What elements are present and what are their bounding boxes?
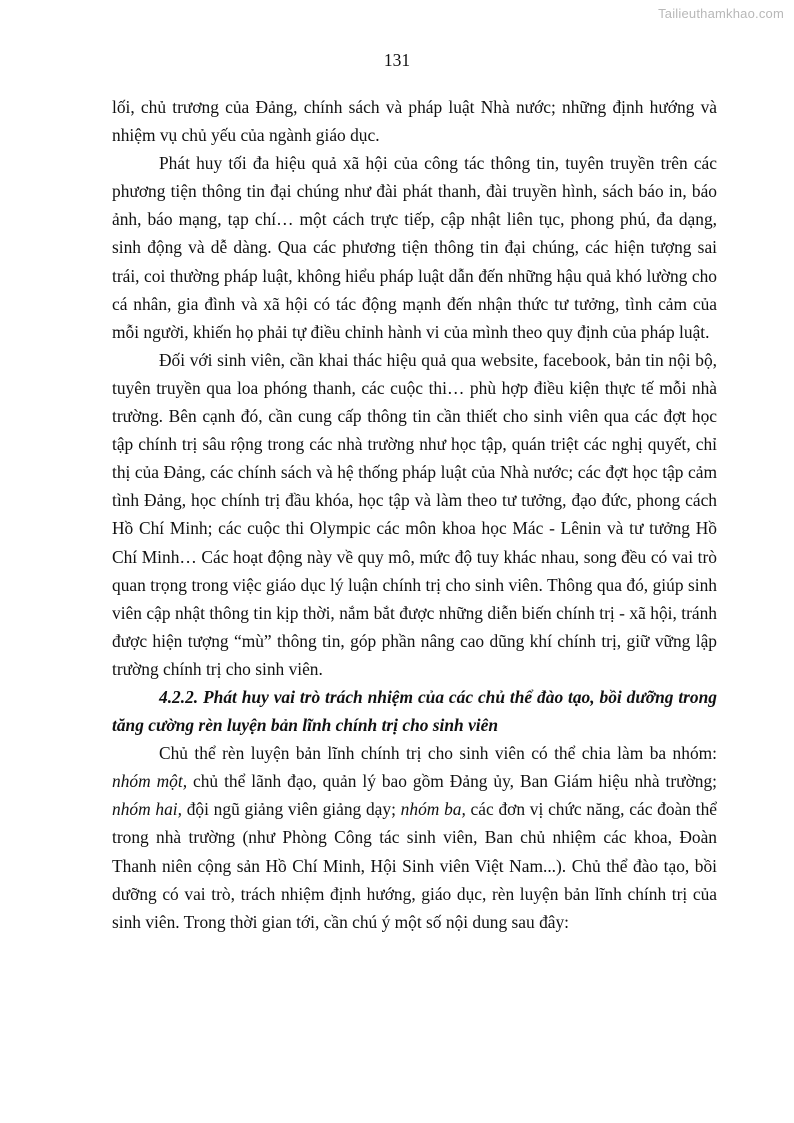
watermark: Tailieuthamkhao.com bbox=[658, 6, 784, 21]
paragraph-continued: lối, chủ trương của Đảng, chính sách và pháp luật Nhà nước; những định hướng và nhiệm vụ chủ yếu của ngành giáo dục. bbox=[112, 97, 717, 146]
text-run: các đơn vị chức năng, các đoàn thể trong nhà trường (như Phòng Công tác sinh viên, Ban chủ nhiệm các khoa, Đoàn Thanh niên cộng sản Hồ Chí Minh, Hội Sinh viên Việt Nam...). Chủ thể đào tạo, bồi dưỡng có vai trò, trách nhiệm định hướng, giáo dục, rèn luyện bản lĩnh chính trị của sinh viên. Trong thời gian tới, cần chú ý một số nội dung sau đây: bbox=[112, 799, 717, 932]
paragraph-media-propaganda: Phát huy tối đa hiệu quả xã hội của công tác thông tin, tuyên truyền trên các phương tiện thông tin đại chúng như đài phát thanh, đài truyền hình, sách báo in, báo ảnh, báo mạng, tạp chí… một cách trực tiếp, cập nhật liên tục, phong phú, đa dạng, sinh động và dễ dàng. Qua các phương tiện thông tin đại chúng, các hiện tượng sai trái, coi thường pháp luật, không hiểu pháp luật dẫn đến những hậu quả khó lường cho cá nhân, gia đình và xã hội có tác động mạnh đến nhận thức tư tưởng, tình cảm của mỗi người, khiến họ phải tự điều chỉnh hành vi của mình theo quy định của pháp luật. bbox=[112, 153, 717, 342]
section-heading: 4.2.2. Phát huy vai trò trách nhiệm của các chủ thể đào tạo, bồi dưỡng trong tăng cường rèn luyện bản lĩnh chính trị cho sinh viên bbox=[112, 686, 717, 736]
italic-term-group-three: nhóm ba, bbox=[400, 799, 466, 820]
paragraph-students-information: Đối với sinh viên, cần khai thác hiệu quả qua website, facebook, bản tin nội bộ, tuyên truyền qua loa phóng thanh, các cuộc thi… phù hợp điều kiện thực tế mỗi nhà trường. Bên cạnh đó, cần cung cấp thông tin cần thiết cho sinh viên qua các đợt học tập chính trị sâu rộng trong các nhà trường như học tập, quán triệt các nghị quyết, chỉ thị của Đảng, các chính sách và hệ thống pháp luật của Nhà nước; các đợt học tập cảm tình Đảng, học chính trị đầu khóa, học tập và làm theo tư tưởng, đạo đức, phong cách Hồ Chí Minh; các cuộc thi Olympic các môn khoa học Mác - Lênin và tư tưởng Hồ Chí Minh… Các hoạt động này về quy mô, mức độ tuy khác nhau, song đều có vai trò quan trọng trong việc giáo dục lý luận chính trị cho sinh viên. Thông qua đó, giúp sinh viên cập nhật thông tin kịp thời, nắm bắt được những diễn biến chính trị - xã hội, tránh được hiện tượng “mù” thông tin, góp phần nâng cao dũng khí chính trị, giữ vững lập trường chính trị cho sinh viên. bbox=[112, 349, 717, 679]
paragraph-subjects bbox=[112, 739, 717, 936]
italic-term-group-one: nhóm một, bbox=[112, 771, 188, 792]
text-run: chủ thể lãnh đạo, quản lý bao gồm Đảng ủy, Ban Giám hiệu nhà trường; bbox=[187, 771, 717, 792]
italic-term-group-two: nhóm hai, bbox=[112, 799, 182, 820]
text-run: Chủ thể rèn luyện bản lĩnh chính trị cho sinh viên có thể chia làm ba nhóm: bbox=[159, 743, 717, 764]
page-number: 131 bbox=[383, 50, 411, 70]
text-run: đội ngũ giảng viên giảng dạy; bbox=[181, 799, 401, 820]
document-body bbox=[112, 93, 717, 936]
